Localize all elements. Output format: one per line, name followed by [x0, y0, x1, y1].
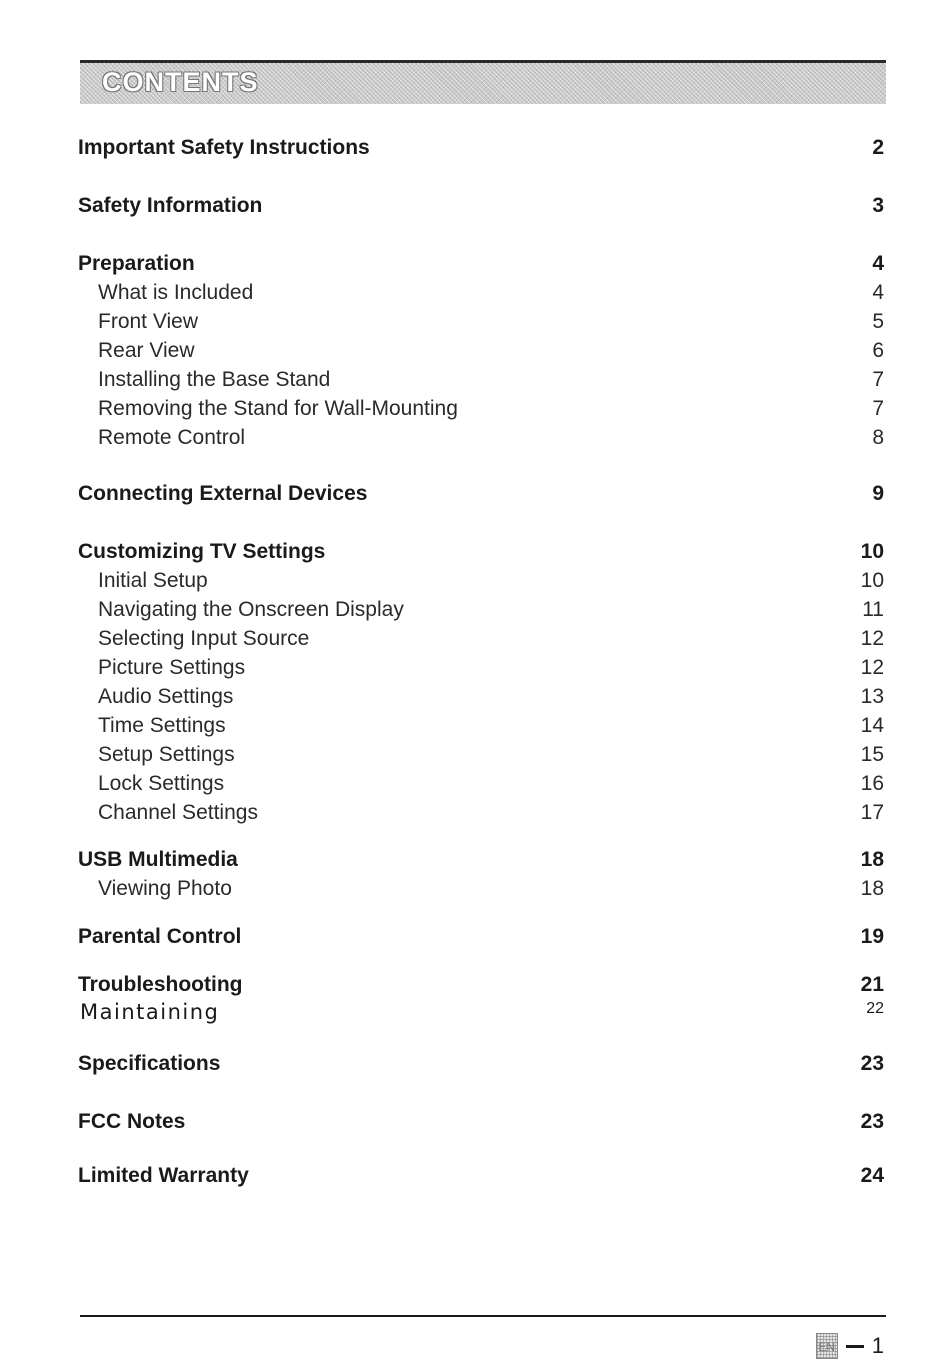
toc-entry-page: 15	[860, 743, 884, 766]
toc-entry-page: 11	[862, 598, 884, 621]
toc-entry-title: Preparation	[78, 252, 195, 275]
toc-entry-title: Remote Control	[98, 426, 246, 449]
toc-entry	[78, 194, 884, 224]
toc-entry-page: 4	[872, 281, 884, 304]
toc-entry-title: Removing the Stand for Wall-Mounting	[98, 397, 458, 420]
toc-entry	[78, 925, 884, 955]
toc-entry	[78, 252, 884, 282]
toc-entry	[78, 743, 884, 773]
toc-entry-page: 14	[860, 714, 884, 737]
toc-entry-title: Parental Control	[78, 925, 242, 948]
toc-entry	[78, 426, 884, 456]
toc-entry	[78, 397, 884, 427]
toc-entry	[78, 569, 884, 599]
toc-entry-title: Safety Information	[78, 194, 263, 217]
toc-entry	[78, 627, 884, 657]
toc-entry	[78, 1052, 884, 1082]
toc-entry-page: 8	[872, 426, 884, 449]
toc-entry	[78, 877, 884, 907]
page-number: 1	[871, 1333, 884, 1358]
toc-entry-title: Time Settings	[98, 714, 226, 737]
toc-entry-page: 7	[872, 397, 884, 420]
toc-entry	[78, 801, 884, 831]
toc-entry-title: Picture Settings	[98, 656, 246, 679]
toc-entry	[78, 136, 884, 166]
toc-entry-page: 16	[860, 772, 884, 795]
toc-entry	[78, 1164, 884, 1194]
toc-entry	[78, 281, 884, 311]
language-badge-icon: EN	[816, 1333, 838, 1359]
toc-entry-title: Audio Settings	[98, 685, 234, 708]
toc-entry	[78, 848, 884, 878]
toc-entry	[78, 598, 884, 628]
toc-entry-title: Initial Setup	[98, 569, 208, 592]
toc-entry	[78, 1000, 884, 1030]
toc-entry-page: 10	[860, 540, 884, 563]
toc-entry-page: 4	[872, 252, 884, 275]
toc-entry-page: 12	[860, 656, 884, 679]
footer-divider	[80, 1315, 886, 1317]
toc-entry	[78, 973, 884, 1003]
toc-entry-title: USB Multimedia	[78, 848, 238, 871]
toc-entry-title: FCC Notes	[78, 1110, 186, 1133]
toc-entry	[78, 1110, 884, 1140]
toc-entry	[78, 685, 884, 715]
toc-entry-title: Maintaining	[80, 1000, 220, 1024]
toc-entry-title: Viewing Photo	[98, 877, 232, 900]
toc-entry	[78, 368, 884, 398]
toc-entry-page: 13	[860, 685, 884, 708]
toc-entry-page: 24	[860, 1164, 884, 1187]
toc-entry-title: Connecting External Devices	[78, 482, 368, 505]
toc-entry-title: What is Included	[98, 281, 254, 304]
toc-entry-page: 5	[872, 310, 884, 333]
footer-dash	[846, 1345, 864, 1348]
toc-entry-page: 2	[872, 136, 884, 159]
toc-entry-title: Lock Settings	[98, 772, 225, 795]
toc-entry-title: Front View	[98, 310, 198, 333]
toc-entry-page: 3	[872, 194, 884, 217]
contents-banner	[80, 60, 886, 104]
toc-entry-page: 21	[860, 973, 884, 996]
toc-entry-title: Rear View	[98, 339, 195, 362]
toc-entry-page: 12	[860, 627, 884, 650]
toc-entry	[78, 482, 884, 512]
toc-entry-title: Navigating the Onscreen Display	[98, 598, 404, 621]
toc-entry-title: Specifications	[78, 1052, 221, 1075]
toc-entry-title: Installing the Base Stand	[98, 368, 331, 391]
toc-entry-title: Customizing TV Settings	[78, 540, 326, 563]
toc-entry	[78, 772, 884, 802]
toc-entry-title: Selecting Input Source	[98, 627, 310, 650]
toc-entry-page: 22	[866, 1000, 884, 1017]
toc-entry-page: 19	[860, 925, 884, 948]
toc-entry-title: Important Safety Instructions	[78, 136, 370, 159]
toc-entry-page: 18	[860, 877, 884, 900]
toc-entry	[78, 540, 884, 570]
toc-entry-page: 23	[860, 1052, 884, 1075]
toc-entry-page: 17	[860, 801, 884, 824]
toc-entry	[78, 310, 884, 340]
toc-entry	[78, 714, 884, 744]
toc-entry-page: 9	[872, 482, 884, 505]
toc-entry-page: 18	[860, 848, 884, 871]
toc-entry	[78, 339, 884, 369]
toc-entry-page: 10	[860, 569, 884, 592]
toc-entry-page: 7	[872, 368, 884, 391]
toc-entry-title: Troubleshooting	[78, 973, 243, 996]
toc-entry-title: Channel Settings	[98, 801, 258, 824]
toc-entry-title: Setup Settings	[98, 743, 235, 766]
toc-entry	[78, 656, 884, 686]
toc-entry-page: 6	[872, 339, 884, 362]
toc-entry-page: 23	[860, 1110, 884, 1133]
toc-entry-title: Limited Warranty	[78, 1164, 249, 1187]
contents-title: CONTENTS	[102, 67, 259, 97]
page-footer	[816, 1331, 884, 1361]
